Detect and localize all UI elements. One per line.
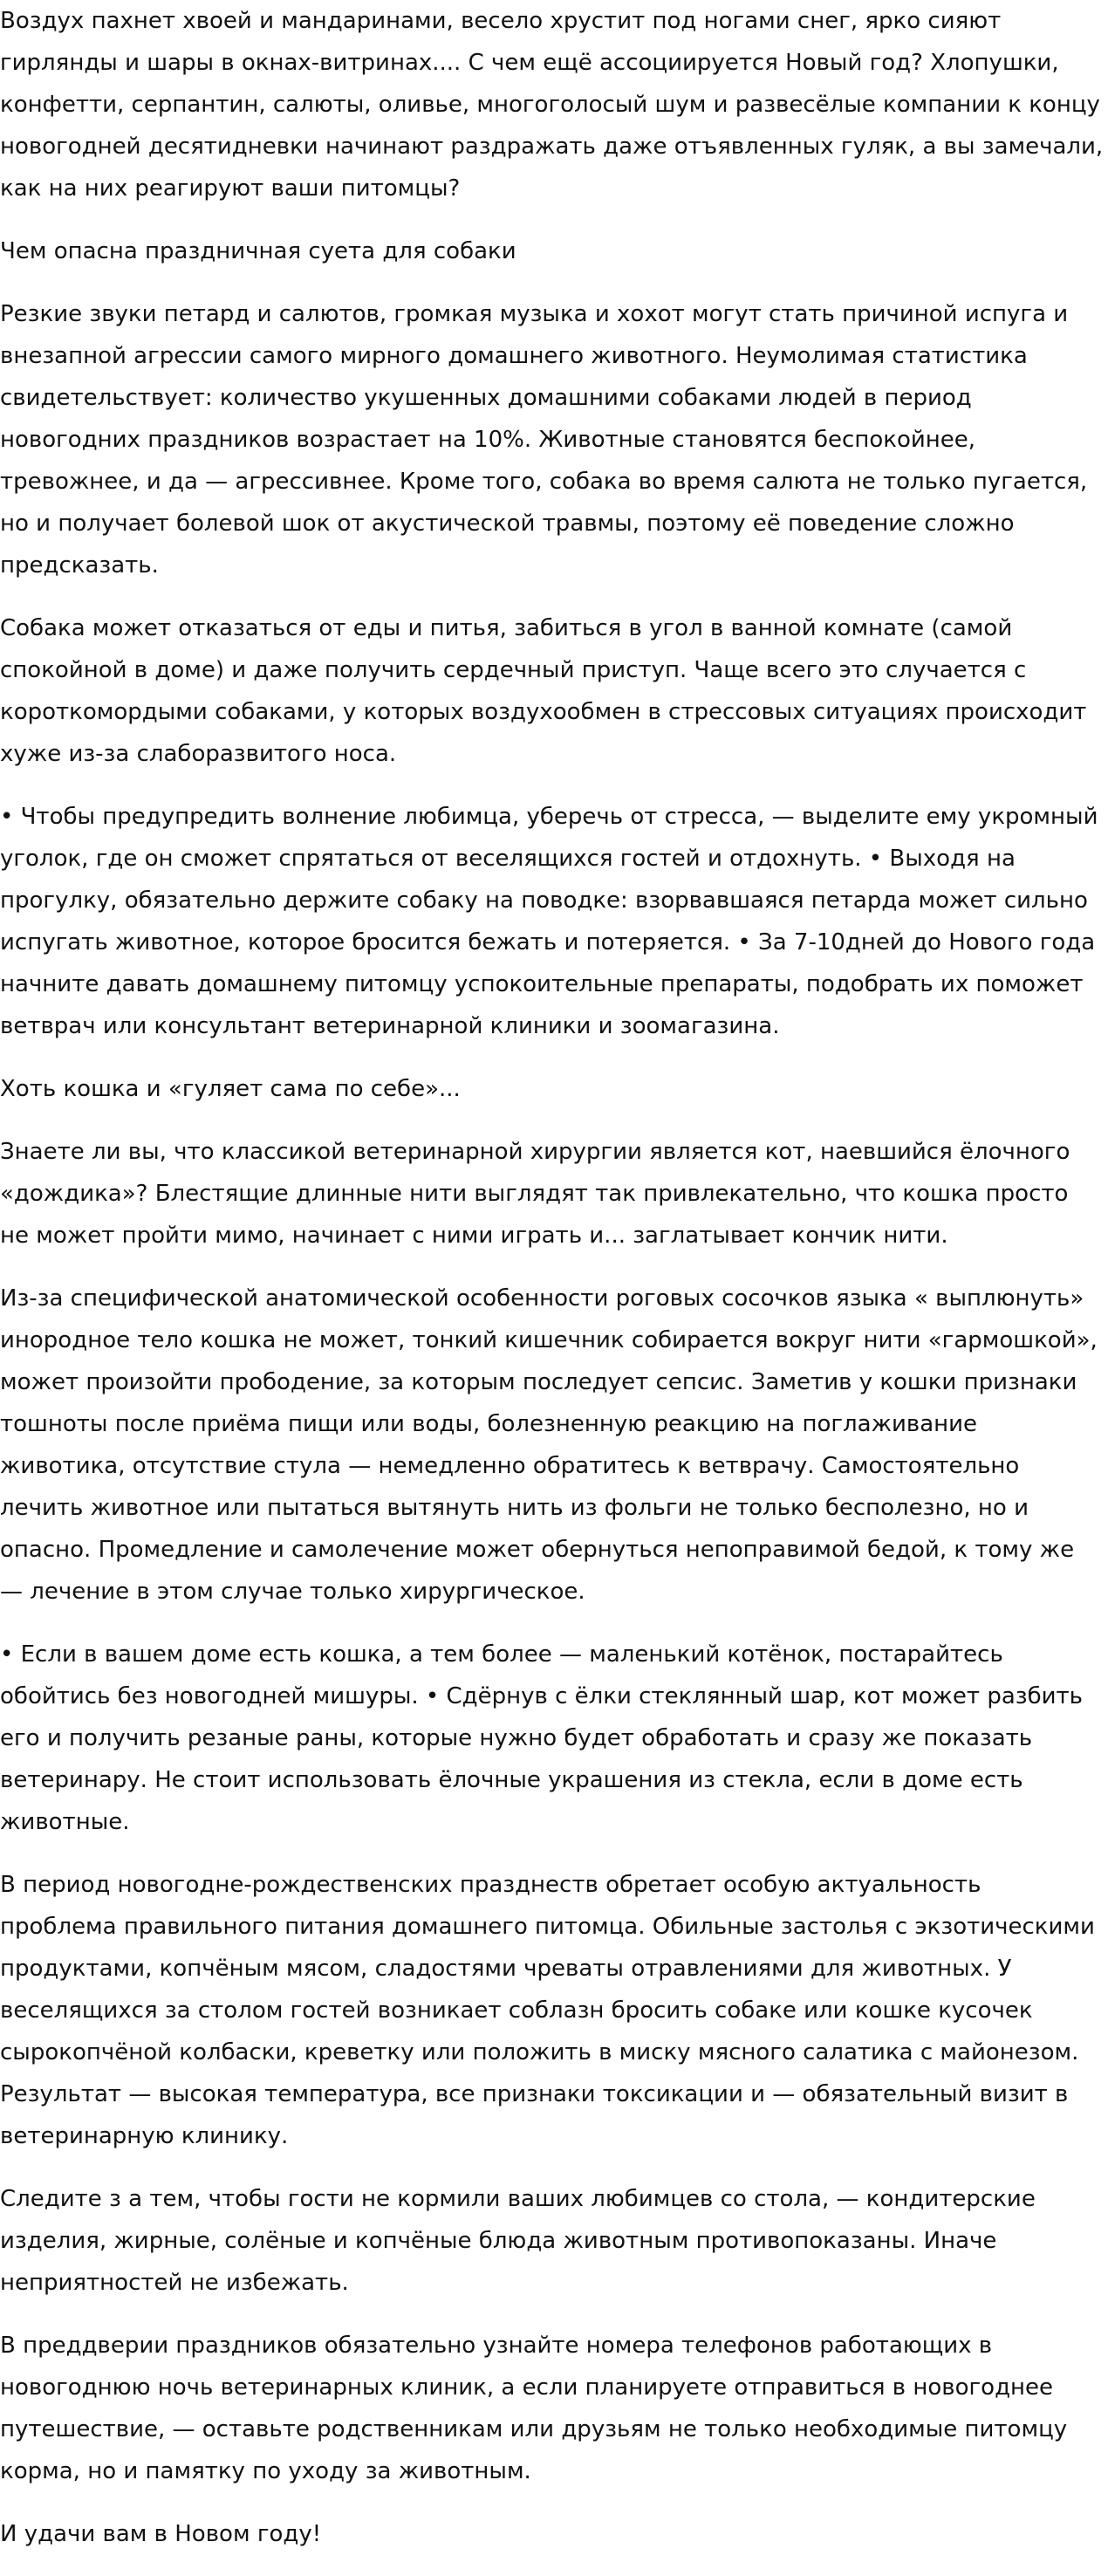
closing-wish: И удачи вам в Новом году!	[0, 2521, 322, 2547]
intro-paragraph: Воздух пахнет хвоей и мандаринами, весело хрустит под ногами снег, ярко сияют гирлянды и шары в окнах-витринах.... С чем ещё ассоциируется Новый год? Хлопушки, конфетти, серпантин, салюты, оливье, многоголосый шум и развесёлые компании к концу новогодней десятидневки начинают раздражать даже отъявленных гуляк, а вы замечали, как на них реагируют ваши питомцы?	[0, 8, 1104, 202]
cat-section-heading: Хоть кошка и «гуляет сама по себе»...	[0, 1076, 461, 1102]
feeding-warning-paragraph: Следите з а тем, чтобы гости не кормили ваших любимцев со стола, — кондитерские изделия, жирные, солёные и копчёные блюда животным противопоказаны. Иначе неприятностей не избежать.	[0, 2186, 1036, 2296]
dog-paragraph-loud-sounds: Резкие звуки петард и салютов, громкая музыка и хохот могут стать причиной испуга и внезапной агрессии самого мирного домашнего животного. Неумолимая статистика свидетельствует: количество укушенных домашними собаками людей в период новогодних праздников возрастает на 10%. Животные становятся беспокойнее, тревожнее, и да — агрессивнее. Кроме того, собака во время салюта не только пугается, но и получает болевой шок от акустической травмы, поэтому её поведение сложно предсказать.	[0, 301, 1088, 579]
dog-tips-list: • Чтобы предупредить волнение любимца, уберечь от стресса, — выделите ему укромный уголок, где он сможет спрятаться от веселящихся гостей и отдохнуть. • Выходя на прогулку, обязательно держите собаку на поводке: взорвавшаяся петарда может сильно испугать животное, которое бросится бежать и потеряется. • За 7-10дней до Нового года начните давать домашнему питомцу успокоительные препараты, подобрать их поможет ветврач или консультант ветеринарной клиники и зоомагазина.	[0, 804, 1098, 1039]
dog-paragraph-stress: Собака может отказаться от еды и питья, забиться в угол в ванной комнате (самой спокойной в доме) и даже получить сердечный приступ. Чаще всего это случается с короткомордыми собаками, у которых воздухообмен в стрессовых ситуациях происходит хуже из-за слаборазвитого носа.	[0, 615, 1087, 767]
cat-tips-list: • Если в вашем доме есть кошка, а тем более — маленький котёнок, постарайтесь обойтись без новогодней мишуры. • Сдёрнув с ёлки стеклянный шар, кот может разбить его и получить резаные раны, которые нужно будет обработать и сразу же показать ветеринару. Не стоит использовать ёлочные украшения из стекла, если в доме есть животные.	[0, 1641, 1084, 1835]
cat-paragraph-tinsel: Знаете ли вы, что классикой ветеринарной хирургии является кот, наевшийся ёлочного «дождика»? Блестящие длинные нити выглядят так привлекательно, что кошка просто не может пройти мимо, начинает с ними играть и... заглатывает кончик нити.	[0, 1139, 1070, 1249]
cat-paragraph-danger: Из-за специфической анатомической особенности роговых сосочков языка « выплюнуть» инородное тело кошка не может, тонкий кишечник собирается вокруг нити «гармошкой», может произойти прободение, за которым последует сепсис. Заметив у кошки признаки тошноты после приёма пищи или воды, болезненную реакцию на поглаживание животика, отсутствие стула — немедленно обратитесь к ветврачу. Самостоятельно лечить животное или пытаться вытянуть нить из фольги не только бесполезно, но и опасно. Промедление и самолечение может обернуться непоправимой бедой, к тому же — лечение в этом случае только хирургическое.	[0, 1285, 1098, 1605]
nutrition-paragraph: В период новогодне-рождественских празднеств обретает особую актуальность проблема правильного питания домашнего питомца. Обильные застолья с экзотическими продуктами, копчёным мясом, сладостями чреваты отравлениями для животных. У веселящихся за столом гостей возникает соблазн бросить собаке или кошке кусочек сырокопчёной колбаски, креветку или положить в миску мясного салатика с майонезом. Результат — высокая температура, все признаки токсикации и — обязательный визит в ветеринарную клинику.	[0, 1872, 1095, 2149]
vet-contacts-paragraph: В преддверии праздников обязательно узнайте номера телефонов работающих в новогоднюю ночь ветеринарных клиник, а если планируете отправиться в новогоднее путешествие, — оставьте родственникам или друзьям не только необходимые питомцу корма, но и памятку по уходу за животным.	[0, 2333, 1068, 2484]
dog-section-heading: Чем опасна праздничная суета для собаки	[0, 238, 516, 264]
